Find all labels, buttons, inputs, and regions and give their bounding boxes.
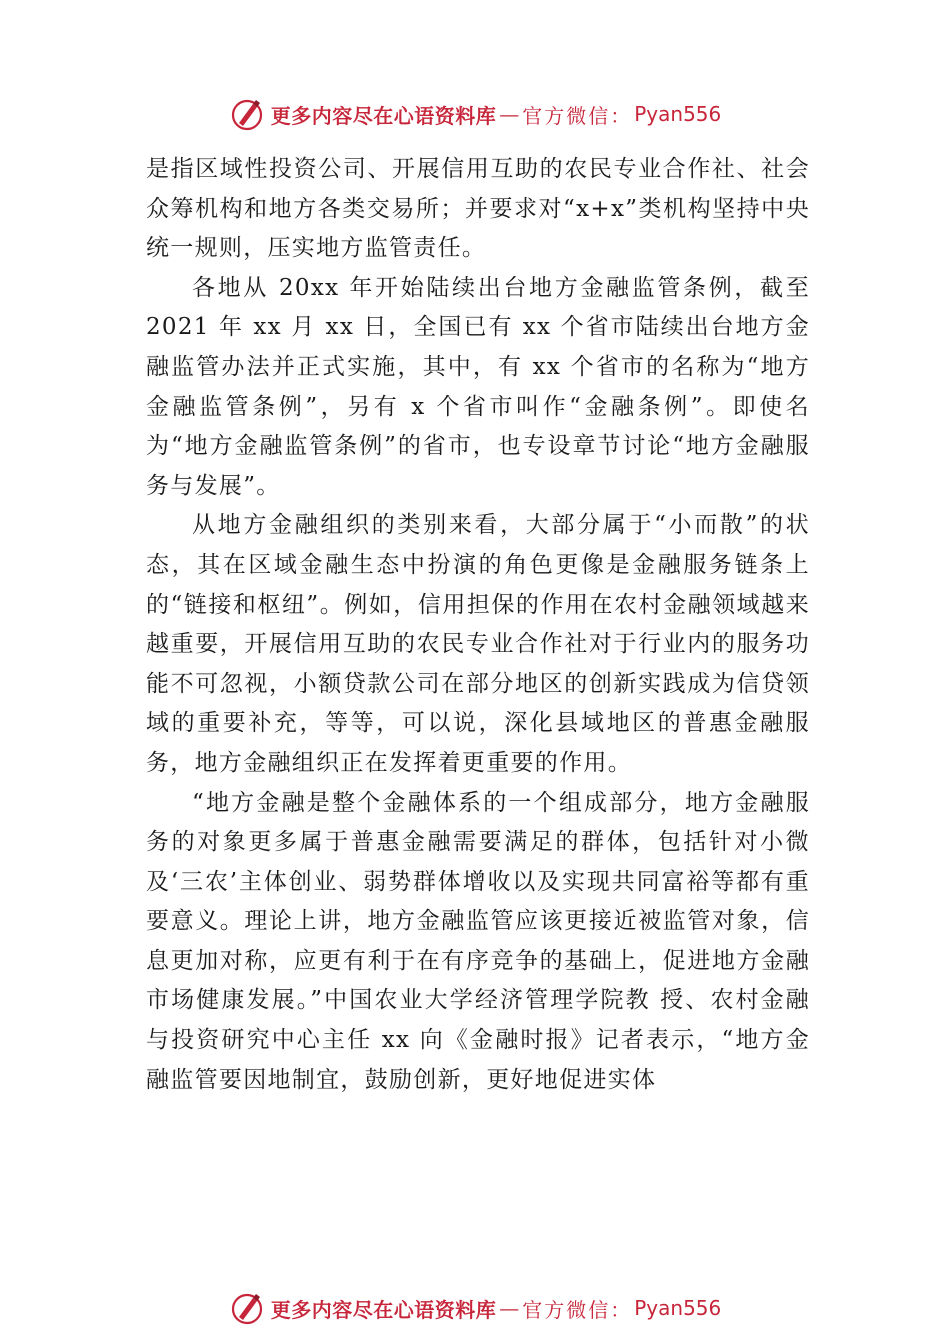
footer-wechat-id: Pyan556	[634, 1296, 722, 1320]
footer-site-text: 更多内容尽在心语资料库	[270, 1297, 497, 1322]
document-body	[146, 150, 810, 1100]
paragraph-3: 从地方金融组织的类别来看，大部分属于“小而散”的状态，其在区域金融生态中扮演的角色更像是金融服务链条上的“链接和枢纽”。例如，信用担保的作用在农村金融领域越来越重要，开展信用互助的农民专业合作社对于行业内的服务功能不可忽视，小额贷款公司在部分地区的创新实践成为信贷领域的重要补充，等等，可以说，深化县域地区的普惠金融服务，地方金融组织正在发挥着更重要的作用。	[146, 512, 810, 776]
header-wechat-label: 官方微信：	[522, 103, 633, 128]
pen-logo-icon	[229, 96, 265, 132]
footer-banner	[0, 1288, 950, 1328]
footer-separator: —	[499, 1296, 520, 1320]
paragraph-2: 各地从 20xx 年开始陆续出台地方金融监管条例，截至 2021 年 xx 月 xx 日，全国已有 xx 个省市陆续出台地方金融监管办法并正式实施，其中，有 xx 个省市的名称为“地方金融监管条例”，另有 x 个省市叫作“金融条例”。即使名为“地方金融监管条例”的省市，也专设章节讨论“地方金融服务与发展”。	[146, 274, 810, 499]
header-site-text: 更多内容尽在心语资料库	[270, 103, 497, 128]
paragraph-1: 是指区域性投资公司、开展信用互助的农民专业合作社、社会众筹机构和地方各类交易所；并要求对“x+x”类机构坚持中央统一规则，压实地方监管责任。	[146, 156, 810, 262]
header-wechat-id: Pyan556	[634, 102, 722, 126]
pen-logo-icon	[229, 1290, 265, 1326]
header-separator: —	[499, 102, 520, 126]
paragraph-4: “地方金融是整个金融体系的一个组成部分，地方金融服务的对象更多属于普惠金融需要满足的群体，包括针对小微及‘三农’主体创业、弱势群体增收以及实现共同富裕等都有重要意义。理论上讲，地方金融监管应该更接近被监管对象，信息更加对称，应更有利于在有序竞争的基础上，促进地方金融市场健康发展。”中国农业大学经济管理学院教 授、农村金融与投资研究中心主任 xx 向《金融时报》记者表示，“地方金融监管要因地制宜，鼓励创新，更好地促进实体	[146, 789, 810, 1093]
header-banner	[0, 94, 950, 134]
footer-wechat-label: 官方微信：	[522, 1297, 633, 1322]
